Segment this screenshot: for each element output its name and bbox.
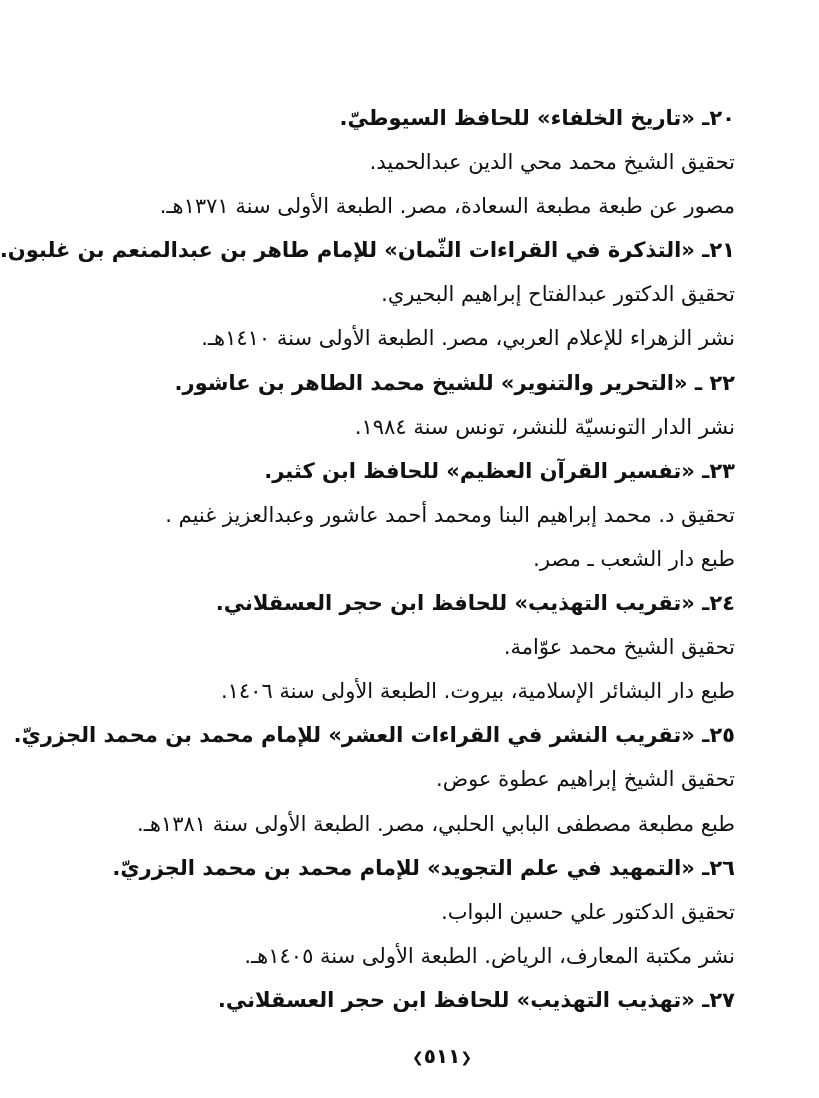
entry-21-title: ٢١ـ «التذكرة في القراءات الثّمان» للإمام طاهر بن عبدالمنعم بن غلبون. — [0, 238, 735, 263]
entry-22-title: ٢٢ ـ «التحرير والتنوير» للشيخ محمد الطاهر بن عاشور. — [174, 370, 735, 395]
entry-25-editor: تحقيق الشيخ إبراهيم عطوة عوض. — [436, 767, 735, 792]
entry-21-editor: تحقيق الدكتور عبدالفتاح إبراهيم البحيري. — [381, 282, 735, 307]
entry-24-editor: تحقيق الشيخ محمد عوّامة. — [503, 635, 735, 660]
entry-26-editor: تحقيق الدكتور علي حسين البواب. — [441, 899, 735, 924]
entry-26-publisher: نشر مكتبة المعارف، الرياض. الطبعة الأولى سنة ١٤٠٥هـ. — [244, 943, 735, 968]
entry-20-title: ٢٠ـ «تاريخ الخلفاء» للحافظ السيوطيّ. — [339, 106, 735, 130]
entry-24-publisher: طبع دار البشائر الإسلامية، بيروت. الطبعة الأولى سنة ١٤٠٦. — [220, 679, 735, 704]
page-footer — [65, 1041, 819, 1073]
page-number: ٥١١ — [423, 1044, 461, 1068]
entry-23-publisher: طبع دار الشعب ـ مصر. — [533, 546, 735, 571]
entry-20-publisher: مصور عن طبعة مطبعة السعادة، مصر. الطبعة الأولى سنة ١٣٧١هـ. — [159, 194, 735, 219]
entry-25-title: ٢٥ـ «تقريب النشر في القراءات العشر» للإمام محمد بن محمد الجزريّ. — [13, 723, 735, 748]
entry-21-publisher: نشر الزهراء للإعلام العربي، مصر. الطبعة الأولى سنة ١٤١٠هـ. — [201, 326, 735, 351]
entry-24-title: ٢٤ـ «تقريب التهذيب» للحافظ ابن حجر العسقلاني. — [215, 591, 735, 616]
bibliography-list — [0, 96, 735, 1022]
entry-26-title: ٢٦ـ «التمهيد في علم التجويد» للإمام محمد بن محمد الجزريّ. — [112, 855, 735, 880]
ornament-icon: ❮ — [460, 1049, 473, 1066]
entry-27-title: ٢٧ـ «تهذيب التهذيب» للحافظ ابن حجر العسقلاني. — [217, 987, 735, 1012]
entry-20-editor: تحقيق الشيخ محمد محي الدين عبدالحميد. — [369, 150, 735, 175]
entry-25-publisher: طبع مطبعة مصطفى البابي الحلبي، مصر. الطبعة الأولى سنة ١٣٨١هـ. — [137, 811, 735, 836]
entry-22-publisher: نشر الدار التونسيّة للنشر، تونس سنة ١٩٨٤. — [354, 414, 735, 439]
entry-23-editor: تحقيق د. محمد إبراهيم البنا ومحمد أحمد عاشور وعبدالعزيز غنيم . — [165, 502, 735, 527]
ornament-icon: ❯ — [411, 1049, 424, 1066]
entry-23-title: ٢٣ـ «تفسير القرآن العظيم» للحافظ ابن كثير. — [264, 458, 735, 483]
